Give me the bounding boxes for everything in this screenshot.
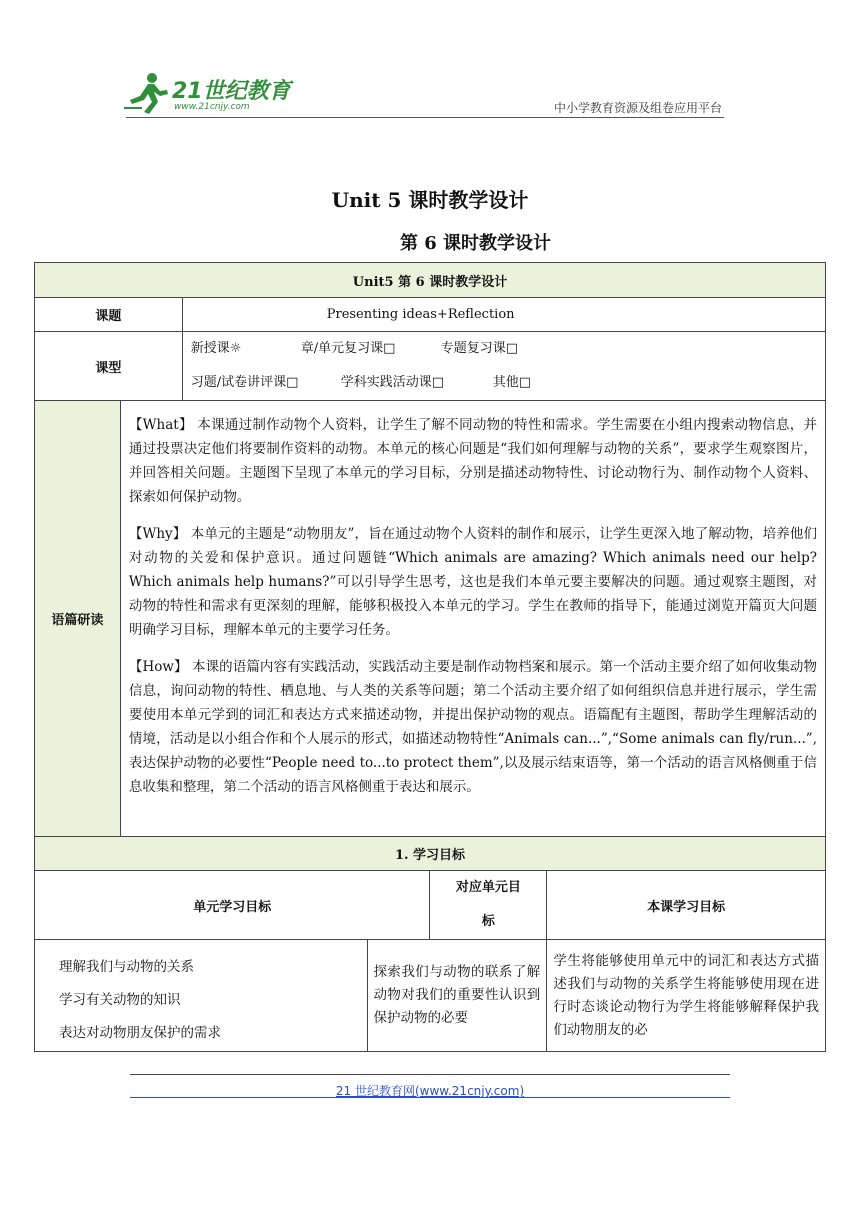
topic-value [182, 298, 825, 332]
page-title: Unit 5 课时教学设计 [331, 188, 529, 212]
type-option: 其他□ [492, 375, 532, 390]
unit-goal-item: 表达对动物朋友保护的需求 [59, 1025, 221, 1041]
unit-goal-item: 学习有关动物的知识 [59, 992, 181, 1008]
type-option: 章/单元复习课□ [300, 341, 396, 356]
unit-goals [35, 940, 368, 1052]
goals-header-lesson: 本课学习目标 [547, 871, 826, 940]
type-option: 习题/试卷讲评课□ [190, 375, 299, 390]
page-header [0, 0, 860, 130]
lesson-plan-table [34, 262, 826, 1052]
goals-banner: 1. 学习目标 [35, 837, 826, 871]
type-options [182, 332, 825, 401]
topic-label: 课题 [35, 298, 183, 332]
running-man-icon [122, 70, 174, 116]
corresponding-goals: 探索我们与动物的联系了解动物对我们的重要性认识到保护动物的必要 [367, 940, 547, 1052]
analysis-label: 语篇研读 [35, 401, 121, 837]
goals-header-corresponding: 对应单元目标 [430, 871, 547, 940]
footer-divider [130, 1074, 730, 1075]
type-row-1 [191, 332, 817, 366]
goals-header-unit: 单元学习目标 [35, 871, 430, 940]
type-option: 学科实践活动课□ [340, 375, 445, 390]
analysis-how: 【How】 本课的语篇内容有实践活动，实践活动主要是制作动物档案和展示。第一个活动主要介绍了如何收集动物信息，询问动物的特性、栖息地、与人类的关系等问题；第二个活动主要介绍了如何组织信息并进行展示，学生需要使用本单元学到的词汇和表达方式来描述动物，并提出保护动物的观点。语篇配有主题图，帮助学生理解活动的情境，活动是以小组合作和个人展示的形式，如描述动物特性“Animals can...”,“Some animals can fly/run...”,表达保护动物的必要性“People need to...to protect them”,以及展示结束语等，第一个活动的语言风格侧重于信息收集和整理，第二个活动的语言风格侧重于表达和展示。 [128, 659, 817, 795]
site-logo [122, 70, 292, 116]
logo-url: www.21cnjy.com [174, 102, 250, 112]
logo-text: 21世纪教育 [172, 79, 291, 104]
type-option: 新授课☼ [190, 341, 242, 356]
lesson-goals: 学生将能够使用单元中的词汇和表达方式描述我们与动物的关系学生将能够使用现在进行时态谈论动物行为学生将能够解释保护我们动物朋友的必 [547, 940, 826, 1052]
unit-goal-item: 理解我们与动物的关系 [59, 959, 194, 975]
type-option: 专题复习课□ [440, 341, 519, 356]
page-subtitle: 第 6 课时教学设计 [400, 233, 552, 254]
type-row-2 [191, 366, 817, 400]
platform-label: 中小学教育资源及组卷应用平台 [553, 101, 722, 115]
table-banner: Unit5 第 6 课时教学设计 [35, 263, 826, 298]
analysis-why: 【Why】 本单元的主题是“动物朋友”，旨在通过动物个人资料的制作和展示，让学生更深入地了解动物，培养他们对动物的关爱和保护意识。通过问题链“Which animals are amazing? Which animals need our help? Which animals help humans?”可以引导学生思考，这也是我们本单元要主要解决的问题。通过观察主题图，对动物的特性和需求有更深刻的理解，能够积极投入本单元的学习。学生在教师的指导下，能通过浏览开篇页大问题明确学习目标，理解本单元的主要学习任务。 [128, 526, 817, 638]
footer-link[interactable]: 21 世纪教育网(www.21cnjy.com) [335, 1084, 525, 1098]
type-label: 课型 [35, 332, 183, 401]
topic-value-text: Presenting ideas+Reflection [326, 307, 515, 322]
header-divider [126, 117, 724, 118]
footer-underline [130, 1097, 730, 1098]
analysis-content [120, 401, 825, 837]
analysis-what: 【What】 本课通过制作动物个人资料，让学生了解不同动物的特性和需求。学生需要在小组内搜索动物信息，并通过投票决定他们将要制作资料的动物。本单元的核心问题是“我们如何理解与动物的关系”，要求学生观察图片，并回答相关问题。主题图下呈现了本单元的学习目标，分别是描述动物特性、讨论动物行为、制作动物个人资料、探索如何保护动物。 [128, 417, 817, 505]
